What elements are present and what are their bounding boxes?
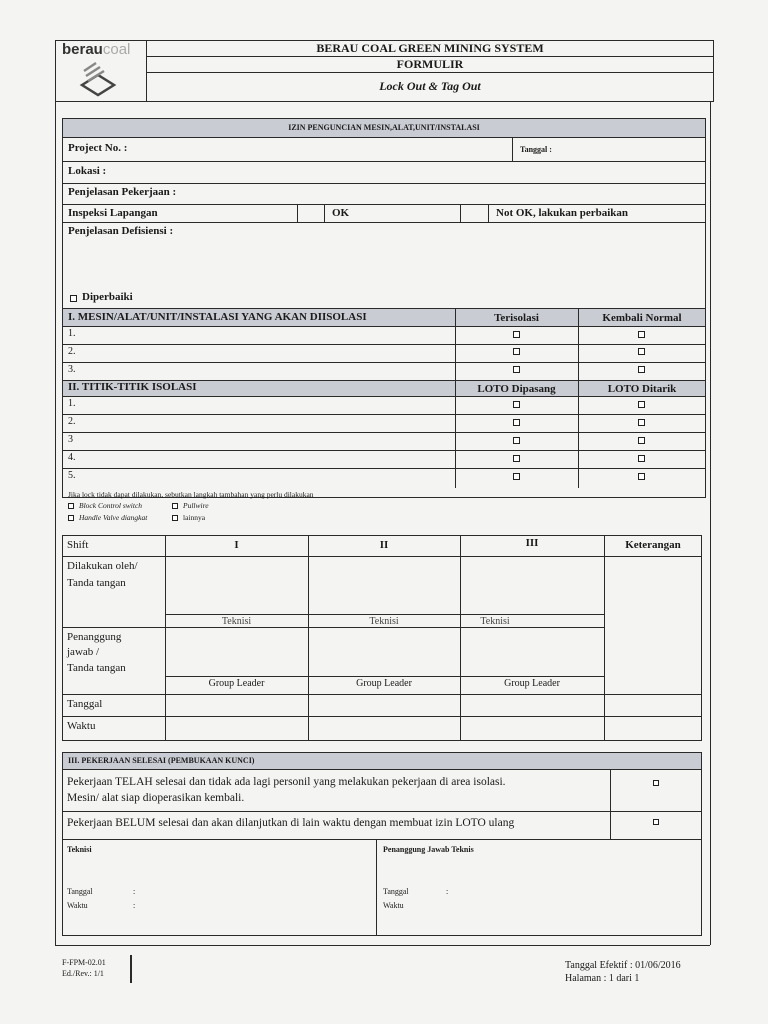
shift-date-label: Tanggal [67, 698, 103, 710]
section3-tech-time-label: Waktu [67, 901, 88, 910]
other-label: lainnya [183, 513, 206, 522]
ok-option: OK [332, 207, 350, 219]
work-completed-statement-line1: Pekerjaan TELAH selesai dan tidak ada lagi personil yang melakukan pekerjaan di area isolasi. [67, 776, 506, 788]
extra-steps-note: Jika lock tidak dapat dilakukan, sebutkan langkah tambahan yang perlu dilakukan [68, 490, 314, 499]
other-checkbox[interactable] [172, 515, 178, 521]
section2-row3-installed-checkbox[interactable] [513, 437, 520, 444]
document-number: F-FPM-02.01 [62, 958, 106, 967]
responsible-label-2: jawab / [67, 646, 100, 658]
section1-row-2: 2. [68, 346, 76, 357]
company-logo [62, 41, 130, 58]
section2-row-1: 1. [68, 398, 76, 409]
section1-row-1: 1. [68, 328, 76, 339]
pullwire-label: Pullwire [183, 501, 209, 510]
remarks-header: Keterangan [625, 539, 681, 551]
location-label: Lokasi : [68, 165, 107, 177]
section2-row4-removed-checkbox[interactable] [638, 455, 645, 462]
shift2-technician: Teknisi [369, 616, 399, 627]
form-type: FORMULIR [396, 57, 464, 71]
shift-table [62, 535, 702, 741]
section2-row-2: 2. [68, 416, 76, 427]
page-number: Halaman : 1 dari 1 [565, 973, 640, 984]
inspection-label: Inspeksi Lapangan [68, 207, 158, 219]
permit-section-title: IZIN PENGUNCIAN MESIN,ALAT,UNIT/INSTALASI [288, 123, 480, 132]
section3-tech-date-label: Tanggal [67, 887, 93, 896]
section1-row-3: 3. [68, 364, 76, 375]
section1-title: I. MESIN/ALAT/UNIT/INSTALASI YANG AKAN DIISOLASI [68, 311, 367, 323]
done-by-label-1: Dilakukan oleh/ [67, 560, 138, 572]
shift-label: Shift [67, 539, 89, 551]
section2-row5-installed-checkbox[interactable] [513, 473, 520, 480]
page-title: BERAU COAL GREEN MINING SYSTEM [316, 41, 544, 55]
section3-resp-time-label: Waktu [383, 901, 404, 910]
form-name: Lock Out & Tag Out [379, 79, 481, 93]
section3-technician-label: Teknisi [67, 845, 92, 854]
section1-row1-isolated-checkbox[interactable] [513, 331, 520, 338]
section3-tech-time-colon: : [133, 901, 136, 910]
shift-1-header: I [234, 539, 239, 551]
block-control-switch-label: Block Control switch [79, 501, 143, 510]
not-ok-option: Not OK, lakukan perbaikan [496, 207, 629, 219]
date-label: Tanggal : [520, 145, 552, 154]
section1-col-normal: Kembali Normal [602, 312, 682, 324]
section3-resp-date-label: Tanggal [383, 887, 409, 896]
section3-tech-date-colon: : [133, 887, 136, 896]
section2-row5-removed-checkbox[interactable] [638, 473, 645, 480]
section2-title: II. TITIK-TITIK ISOLASI [68, 381, 197, 393]
handle-valve-label: Handle Valve diangkat [79, 513, 148, 522]
work-completed-statement-line2: Mesin/ alat siap dioperasikan kembali. [67, 792, 245, 804]
section2-row3-removed-checkbox[interactable] [638, 437, 645, 444]
handle-valve-checkbox[interactable] [68, 515, 74, 521]
section1-row2-normal-checkbox[interactable] [638, 348, 645, 355]
block-control-switch-checkbox[interactable] [68, 503, 74, 509]
section2-row1-removed-checkbox[interactable] [638, 401, 645, 408]
done-by-label-2: Tanda tangan [67, 577, 126, 589]
section2-row-3: 3 [68, 434, 73, 445]
section1-col-isolated: Terisolasi [494, 312, 539, 324]
section1-row2-isolated-checkbox[interactable] [513, 348, 520, 355]
shift3-group-leader: Group Leader [504, 678, 560, 689]
section3-resp-date-colon: : [446, 887, 449, 896]
shift3-technician: Teknisi [480, 616, 510, 627]
section2-col-installed: LOTO Dipasang [477, 383, 556, 395]
section2-row2-installed-checkbox[interactable] [513, 419, 520, 426]
document-revision: Ed./Rev.: 1/1 [62, 969, 104, 978]
work-completed-checkbox[interactable] [653, 780, 659, 786]
shift-time-label: Waktu [67, 720, 96, 732]
section2-row1-installed-checkbox[interactable] [513, 401, 520, 408]
shift2-group-leader: Group Leader [356, 678, 412, 689]
job-description-label: Penjelasan Pekerjaan : [68, 186, 177, 198]
section2-col-removed: LOTO Ditarik [607, 383, 677, 395]
shift-3-header: III [525, 537, 539, 549]
berau-logo-icon [78, 59, 118, 97]
logo-text-bold: berau [62, 41, 103, 58]
responsible-label-3: Tanda tangan [67, 662, 126, 674]
section1-row3-isolated-checkbox[interactable] [513, 366, 520, 373]
shift1-group-leader: Group Leader [208, 678, 265, 689]
pullwire-checkbox[interactable] [172, 503, 178, 509]
section2-row-5: 5. [68, 470, 76, 481]
section2-row2-removed-checkbox[interactable] [638, 419, 645, 426]
section3-title: III. PEKERJAAN SELESAI (PEMBUKAAN KUNCI) [68, 756, 255, 765]
work-not-completed-checkbox[interactable] [653, 819, 659, 825]
section3-responsible-label: Penanggung Jawab Teknis [383, 845, 474, 854]
section1-row1-normal-checkbox[interactable] [638, 331, 645, 338]
logo-text-light: coal [102, 41, 131, 58]
section2-row4-installed-checkbox[interactable] [513, 455, 520, 462]
repaired-checkbox[interactable] [70, 295, 77, 302]
project-no-label: Project No. : [68, 142, 128, 154]
section1-row3-normal-checkbox[interactable] [638, 366, 645, 373]
repaired-label: Diperbaiki [82, 291, 133, 303]
section2-row-4: 4. [68, 452, 76, 463]
work-not-completed-statement: Pekerjaan BELUM selesai dan akan dilanjutkan di lain waktu dengan membuat izin LOTO ulang [67, 817, 515, 829]
responsible-label-1: Penanggung [67, 631, 122, 643]
effective-date: Tanggal Efektif : 01/06/2016 [565, 960, 681, 971]
shift-2-header: II [379, 539, 389, 551]
shift1-technician: Teknisi [221, 616, 252, 627]
deficiency-label: Penjelasan Defisiensi : [68, 225, 174, 237]
